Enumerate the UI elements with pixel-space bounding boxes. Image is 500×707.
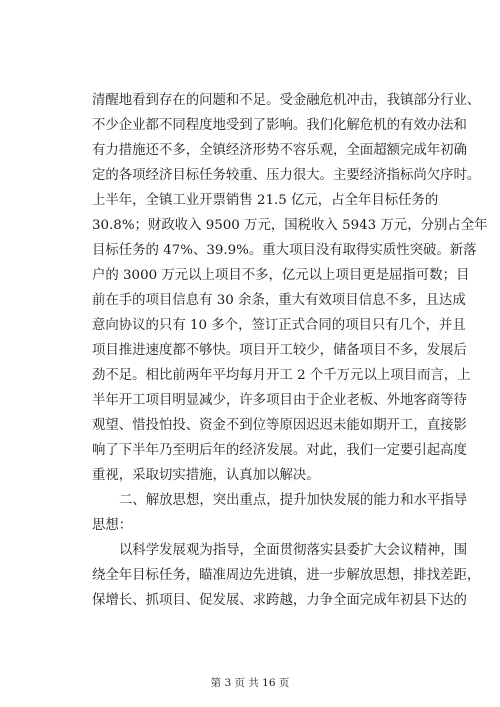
text-line: 户的 3000 万元以上项目不多，亿元以上项目更是屈指可数；目 <box>92 268 470 283</box>
text-line: 目标任务的 47%、39.9%。重大项目没有取得实质性突破。新落 <box>92 243 477 258</box>
text-line: 响了下半年乃至明后年的经济发展。对此，我们一定要引起高度 <box>92 443 467 458</box>
text-line: 半年开工项目明显减少，许多项目由于企业老板、外地客商等待 <box>92 393 467 408</box>
text-line: 以科学发展观为指导，全面贯彻落实县委扩大会议精神，围 <box>119 543 468 558</box>
text-line: 项目推进速度都不够快。项目开工较少，储备项目不多，发展后 <box>92 343 467 358</box>
text-line: 清醒地看到存在的问题和不足。受金融危机冲击，我镇部分行业、 <box>92 93 481 108</box>
text-line: 重视，采取切实措施，认真加以解决。 <box>92 468 320 483</box>
document-body <box>92 88 488 613</box>
text-line: 定的各项经济目标任务较重、压力很大。主要经济指标尚欠序时。 <box>92 168 481 183</box>
text-line: 观望、惜投怕投、资金不到位等原因迟迟未能如期开工，直接影 <box>92 418 467 433</box>
text-line: 不少企业都不同程度地受到了影响。我们化解危机的有效办法和 <box>92 118 467 133</box>
text-line: 绕全年目标任务，瞄准周边先进镇，进一步解放思想，排找差距， <box>92 568 481 583</box>
text-line: 劲不足。相比前两年平均每月开工 2 个千万元以上项目而言，上 <box>92 368 471 383</box>
text-line: 上半年，全镇工业开票销售 21.5 亿元，占全年目标任务的 <box>92 193 439 208</box>
text-line: 意向协议的只有 10 多个，签订正式合同的项目只有几个，并且 <box>92 318 466 333</box>
text-line: 有力措施还不多，全镇经济形势不容乐观，全面超额完成年初确 <box>92 143 467 158</box>
text-line: 30.8%；财政收入 9500 万元，国税收入 5943 万元，分别占全年 <box>92 218 488 233</box>
section-heading-line: 二、解放思想，突出重点，提升加快发展的能力和水平指导 <box>119 493 468 508</box>
text-line: 前在手的项目信息有 30 余条，重大有效项目信息不多，且达成 <box>92 293 466 308</box>
section-heading-line: 思想： <box>92 518 133 533</box>
page-number-footer: 第 3 页 共 16 页 <box>210 677 290 689</box>
text-line: 保增长、抓项目、促发展、求跨越，力争全面完成年初县下达的 <box>92 593 467 608</box>
